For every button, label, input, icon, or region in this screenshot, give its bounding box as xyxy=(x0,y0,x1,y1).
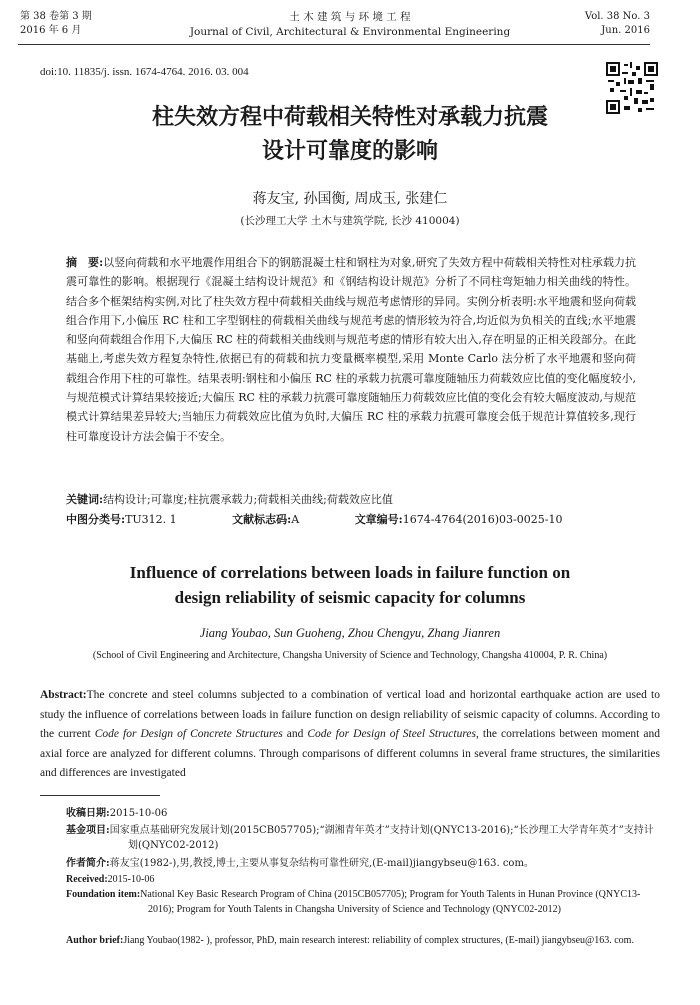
author-cn-value: 蒋友宝(1982-),男,教授,博士,主要从事复杂结构可靠性研究,(E-mail)jiangybseu@163. com。 xyxy=(109,858,534,869)
abstract-cn xyxy=(66,253,636,446)
article-number xyxy=(355,513,589,526)
received-cn-value: 2015-10-06 xyxy=(109,808,168,819)
code-concrete-title: Code for Design of Concrete Structures xyxy=(94,728,283,740)
document-code xyxy=(232,513,325,526)
keywords-cn xyxy=(66,491,636,509)
fund-en-value: National Key Basic Research Program of China (2015CB057705); Program for Youth Talents in Hunan Province (QNYC13-2016); Program for Youth Talents in Changsha University of Science and Technology (QNYC02-2012) xyxy=(140,889,641,915)
affiliation-en: (School of Civil Engineering and Architecture, Changsha University of Science and Technology, Changsha 410004, P. R. China) xyxy=(92,650,608,661)
received-en-value: 2015-10-06 xyxy=(107,874,155,885)
footnote-fund-en xyxy=(66,887,661,917)
paper-title-cn xyxy=(80,100,620,168)
footnote-fund-cn xyxy=(66,823,661,853)
footnote-author-en xyxy=(66,933,661,948)
keywords-cn-text: 结构设计;可靠度;柱抗震承载力;荷载相关曲线;荷载效应比值 xyxy=(103,493,393,506)
issue-date-en: Jun. 2016 xyxy=(601,25,650,36)
footnote-received-cn xyxy=(66,806,661,821)
author-en-label: Author brief: xyxy=(66,935,124,946)
author-en-value: Jiang Youbao(1982- ), professor, PhD, main research interest: reliability of complex structures, (E-mail) jiangybseu@163. com. xyxy=(123,935,634,946)
footnote-author-cn xyxy=(66,856,661,871)
abstract-en-text-1: The concrete and steel columns subjected to a combination of vertical load and horizontal earthquake action are used to study the influence of correlations between loads in failure function on design reliability of seismic capacity of columns. According to the current xyxy=(40,689,660,740)
doi: doi:10. 11835/j. issn. 1674-4764. 2016. 03. 004 xyxy=(40,66,249,78)
paper-title-en-line1: Influence of correlations between loads in failure function on xyxy=(129,563,571,582)
article-number-value: 1674-4764(2016)03-0025-10 xyxy=(402,513,563,526)
abstract-en-and: and xyxy=(282,728,308,740)
authors-cn: 蒋友宝, 孙国衡, 周成玉, 张建仁 xyxy=(252,191,448,207)
affiliation-cn: (长沙理工大学 土木与建筑学院, 长沙 410004) xyxy=(240,215,460,227)
fund-cn-label: 基金项目: xyxy=(66,825,110,836)
received-cn-label: 收稿日期: xyxy=(66,808,110,819)
abstract-cn-label: 摘 要: xyxy=(66,256,104,269)
article-number-label: 文章编号: xyxy=(354,513,403,526)
classification-line xyxy=(66,511,636,529)
received-en-label: Received: xyxy=(66,874,108,885)
keywords-cn-label: 关键词: xyxy=(66,493,104,506)
footnote-divider xyxy=(40,795,160,796)
journal-volume-info xyxy=(20,10,92,38)
fund-en-label: Foundation item: xyxy=(66,889,141,900)
code-steel-title: Code for Design of Steel Structures xyxy=(307,728,476,740)
abstract-en-label: Abstract: xyxy=(40,689,87,701)
header-divider xyxy=(18,44,650,45)
abstract-en-text-2: , the correlations between moment and axial force are analyzed for different columns. Through comparisons of different columns in several frame structures, the similarities and differences are investigated xyxy=(40,728,660,779)
footnote-received-en xyxy=(66,872,661,887)
paper-title-en xyxy=(60,560,640,610)
abstract-en xyxy=(40,686,660,784)
document-code-label: 文献标志码: xyxy=(232,513,292,526)
journal-name xyxy=(150,10,550,40)
volume-issue: 第 38 卷第 3 期 xyxy=(20,11,92,22)
author-cn-label: 作者简介: xyxy=(66,858,110,869)
issue-date: 2016 年 6 月 xyxy=(20,25,82,36)
journal-volume-en xyxy=(585,10,650,38)
clc-value: TU312. 1 xyxy=(125,513,177,526)
document-code-value: A xyxy=(291,513,300,526)
journal-name-en: Journal of Civil, Architectural & Environmental Engineering xyxy=(189,26,511,38)
paper-title-cn-line1: 柱失效方程中荷载相关特性对承载力抗震 xyxy=(151,104,548,130)
authors-en: Jiang Youbao, Sun Guoheng, Zhou Chengyu, Zhang Jianren xyxy=(199,626,501,640)
abstract-cn-text: 以竖向荷载和水平地震作用组合下的钢筋混凝土柱和钢柱为对象,研究了失效方程中荷载相关特性对柱承载力抗震可靠性的影响。根据现行《混凝土结构设计规范》和《钢结构设计规范》分析了不同柱弯矩轴力相关曲线的特性。结合多个框架结构实例,对比了柱失效方程中荷载相关曲线与规范考虑情形的异同。实例分析表明:水平地震和竖向荷载组合作用下,小偏压 RC 柱和工字型钢柱的荷载相关曲线与规范考虑的情形较为符合,均近似为负相关的直线;水平地震和竖向荷载组合作用下,大偏压 RC 柱的荷载相关曲线则与规范考虑的情形有较大出入,存在明显的正相关段部分。在此基础上,考虑失效方程复杂特性,依据已有的荷载和抗力变量概率模型,采用 Monte Carlo 法分析了水平地震和竖向荷载组合作用下柱的可靠性。结果表明:钢柱和小偏压 RC 柱的承载力抗震可靠度随轴压力荷载效应比值的变化幅度较小,与规范模式计算结果较接近;大偏压 RC 柱的承载力抗震可靠度随轴压力荷载效应比值的变化会有较大幅度波动,与规范模式计算结果差异较大;当轴压力荷载效应比值为负时,大偏压 RC 柱的承载力抗震可靠度会低于规范计算值较多,现行柱可靠度设计方法会偏于不安全。 xyxy=(66,256,637,443)
clc-number xyxy=(66,513,203,526)
clc-label: 中图分类号: xyxy=(66,513,126,526)
paper-title-cn-line2: 设计可靠度的影响 xyxy=(261,138,438,164)
journal-name-cn: 土 木 建 筑 与 环 境 工 程 xyxy=(289,11,411,23)
fund-cn-value: 国家重点基础研究发展计划(2015CB057705);“湖湘青年英才”支持计划(QNYC13-2016);“长沙理工大学青年英才”支持计划(QNYC02-2012) xyxy=(109,825,654,851)
paper-title-en-line2: design reliability of seismic capacity for columns xyxy=(174,588,526,607)
volume-issue-en: Vol. 38 No. 3 xyxy=(584,11,650,22)
